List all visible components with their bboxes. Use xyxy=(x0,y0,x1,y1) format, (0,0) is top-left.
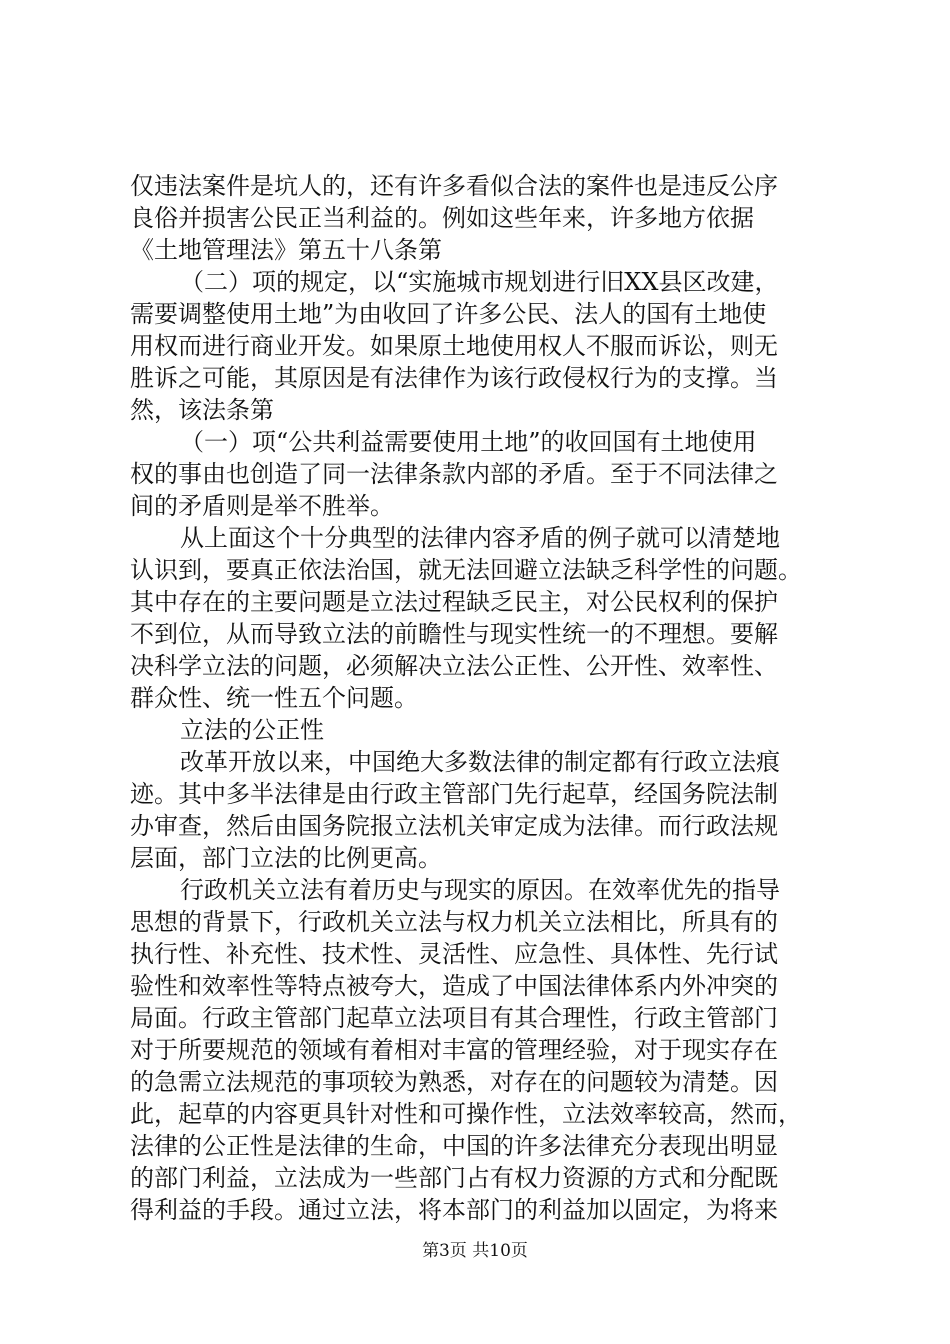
text-line: （二）项的规定，以“实施城市规划进行旧XX县区改建， xyxy=(180,268,779,296)
text-line: 需要调整使用土地”为由收回了许多公民、法人的国有土地使 xyxy=(130,300,767,328)
text-line: 法律的公正性是法律的生命，中国的许多法律充分表现出明显 xyxy=(130,1132,778,1160)
text-line: 验性和效率性等特点被夸大，造成了中国法律体系内外冲突的 xyxy=(130,972,778,1000)
text-line: 层面，部门立法的比例更高。 xyxy=(130,844,442,872)
text-line: 得利益的手段。通过立法，将本部门的利益加以固定，为将来 xyxy=(130,1196,778,1224)
text-line: （一）项“公共利益需要使用土地”的收回国有土地使用 xyxy=(180,428,757,456)
text-line: 从上面这个十分典型的法律内容矛盾的例子就可以清楚地 xyxy=(180,524,780,552)
text-line: 其中存在的主要问题是立法过程缺乏民主，对公民权利的保护 xyxy=(130,588,778,616)
text-line: 然，该法条第 xyxy=(130,396,274,424)
text-line: 用权而进行商业开发。如果原土地使用权人不服而诉讼，则无 xyxy=(130,332,778,360)
text-line: 的部门利益，立法成为一些部门占有权力资源的方式和分配既 xyxy=(130,1164,778,1192)
text-line: 《土地管理法》第五十八条第 xyxy=(130,236,442,264)
text-line: 权的事由也创造了同一法律条款内部的矛盾。至于不同法律之 xyxy=(130,460,778,488)
text-line: 胜诉之可能，其原因是有法律作为该行政侵权行为的支撑。当 xyxy=(130,364,778,392)
text-line: 办审查，然后由国务院报立法机关审定成为法律。而行政法规 xyxy=(130,812,778,840)
text-line: 认识到，要真正依法治国，就无法回避立法缺乏科学性的问题。 xyxy=(130,556,802,584)
text-line: 思想的背景下，行政机关立法与权力机关立法相比，所具有的 xyxy=(130,908,778,936)
text-line: 间的矛盾则是举不胜举。 xyxy=(130,492,394,520)
text-line: 对于所要规范的领域有着相对丰富的管理经验，对于现实存在 xyxy=(130,1036,778,1064)
text-line: 的急需立法规范的事项较为熟悉，对存在的问题较为清楚。因 xyxy=(130,1068,778,1096)
page-footer: 第3页 共10页 xyxy=(422,1241,528,1261)
text-line: 执行性、补充性、技术性、灵活性、应急性、具体性、先行试 xyxy=(130,940,778,968)
text-line: 行政机关立法有着历史与现实的原因。在效率优先的指导 xyxy=(180,876,780,904)
text-line: 不到位，从而导致立法的前瞻性与现实性统一的不理想。要解 xyxy=(130,620,778,648)
text-line: 仅违法案件是坑人的，还有许多看似合法的案件也是违反公序 xyxy=(130,172,778,200)
text-line: 良俗并损害公民正当利益的。例如这些年来，许多地方依据 xyxy=(130,204,754,232)
text-line: 此，起草的内容更具针对性和可操作性，立法效率较高，然而， xyxy=(130,1100,802,1128)
text-line: 决科学立法的问题，必须解决立法公正性、公开性、效率性、 xyxy=(130,652,778,680)
document-body xyxy=(130,170,830,1226)
text-line: 群众性、统一性五个问题。 xyxy=(130,684,418,712)
text-line: 局面。行政主管部门起草立法项目有其合理性，行政主管部门 xyxy=(130,1004,778,1032)
text-line: 迹。其中多半法律是由行政主管部门先行起草，经国务院法制 xyxy=(130,780,778,808)
text-line: 立法的公正性 xyxy=(180,716,324,744)
text-line: 改革开放以来，中国绝大多数法律的制定都有行政立法痕 xyxy=(180,748,780,776)
